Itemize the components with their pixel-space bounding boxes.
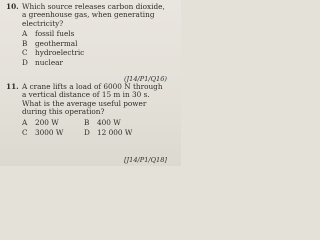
option-text: hydroelectric	[35, 48, 85, 58]
question-11	[6, 83, 176, 138]
option-letter: A	[22, 29, 28, 39]
question-reference: [J14/P1/Q18]	[123, 156, 167, 164]
option-text: 12 000 W	[97, 128, 133, 138]
option-letter: A	[22, 117, 28, 127]
option-a[interactable]	[22, 119, 84, 128]
option-text: geothermal	[35, 38, 78, 48]
question-text-line: What is the average useful power	[22, 98, 147, 108]
option-letter: B	[22, 38, 28, 48]
answer-options	[6, 119, 176, 139]
question-text-line: Which source releases carbon dioxide,	[22, 2, 165, 11]
answer-options	[6, 30, 176, 68]
question-text-line: a greenhouse gas, when generating	[22, 10, 155, 20]
option-c[interactable]	[22, 129, 84, 138]
option-letter: B	[84, 117, 90, 127]
question-number: 11.	[6, 82, 19, 91]
option-b[interactable]	[84, 119, 154, 128]
question-text-line: a vertical distance of 15 m in 30 s.	[22, 90, 150, 100]
option-d[interactable]	[22, 59, 176, 69]
question-10	[6, 3, 176, 69]
question-text-line: A crane lifts a load of 6000 N through	[22, 82, 163, 91]
question-10-first-line	[6, 3, 176, 11]
option-text: fossil fuels	[35, 29, 75, 39]
option-d[interactable]	[84, 129, 154, 138]
option-letter: C	[22, 128, 28, 138]
question-11-first-line	[6, 83, 176, 91]
option-text: 400 W	[97, 117, 121, 127]
option-letter: D	[84, 128, 90, 138]
option-text: 200 W	[35, 117, 59, 127]
question-number: 10.	[6, 2, 19, 11]
option-letter: D	[22, 58, 28, 67]
option-text: nuclear	[35, 58, 63, 67]
question-text-line: electricity?	[22, 18, 64, 28]
question-text-line: during this operation?	[22, 107, 105, 117]
question-reference: (J14/P1/Q16)	[123, 75, 167, 83]
option-letter: C	[22, 48, 28, 58]
page	[0, 0, 181, 166]
option-text: 3000 W	[35, 128, 64, 138]
